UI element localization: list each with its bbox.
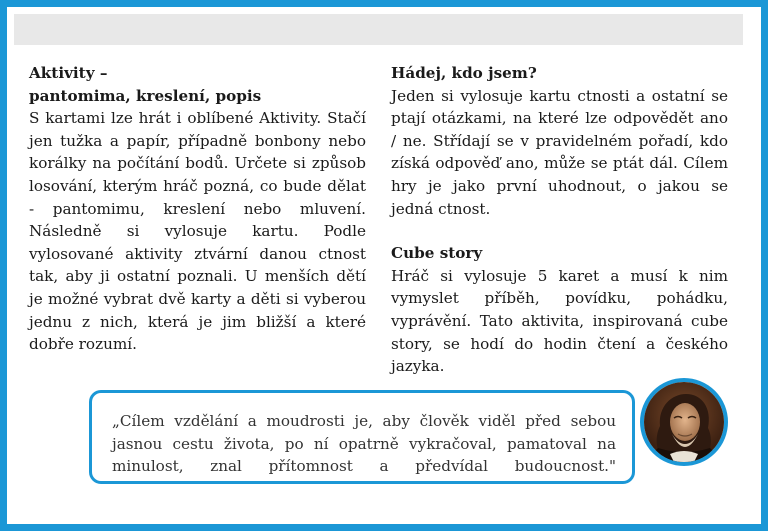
top-gray-bar — [14, 14, 743, 45]
cube-story-heading: Cube story — [391, 244, 483, 263]
aktivity-heading-line2: pantomima, kreslení, popis — [29, 86, 262, 105]
portrait-icon — [644, 382, 724, 462]
aktivity-heading-line1: Aktivity – — [29, 64, 108, 82]
quote-box — [89, 390, 635, 484]
portrait-image — [640, 378, 728, 466]
right-column — [391, 62, 728, 400]
aktivity-body: S kartami lze hrát i oblíbené Aktivity. Stačí jen tužka a papír, případně bonbony nebo korálky na počítání bodů. Určete si způsob losování, kterým hráč pozná, co bude dělat - pantomimu, kreslení nebo mluvení. Následně si vylosuje kartu. Podle vylosované aktivity ztvární danou ctnost tak, aby ji ostatní poznali. U menších dětí je možné vybrat dvě karty a děti si vyberou jednu z nich, která je jim bližší a které dobře rozumí. — [29, 109, 366, 354]
hadej-section — [391, 62, 728, 220]
hadej-heading: Hádej, kdo jsem? — [391, 64, 537, 82]
cube-story-body: Hráč si vylosuje 5 karet a musí k nim vymyslet příběh, povídku, pohádku, vyprávění. Tato aktivita, inspirovaná cube story, se hodí do hodin čtení a českého jazyka. — [391, 266, 728, 376]
cube-story-section — [391, 242, 728, 378]
quote-text: „Cílem vzdělání a moudrosti je, aby člověk viděl před sebou jasnou cestu života, po ní opatrně vykračoval, pamatoval na minulost, znal přítomnost a předvídal budoucnost." — [112, 412, 616, 476]
left-column — [29, 62, 366, 356]
hadej-body: Jeden si vylosuje kartu ctnosti a ostatní se ptají otázkami, na které lze odpovědět ano / ne. Střídají se v pravidelném pořadí, kdo získá odpověď ano, může se ptát dál. Cílem hry je jako první uhodnout, o jakou se jedná ctnost. — [391, 86, 728, 218]
